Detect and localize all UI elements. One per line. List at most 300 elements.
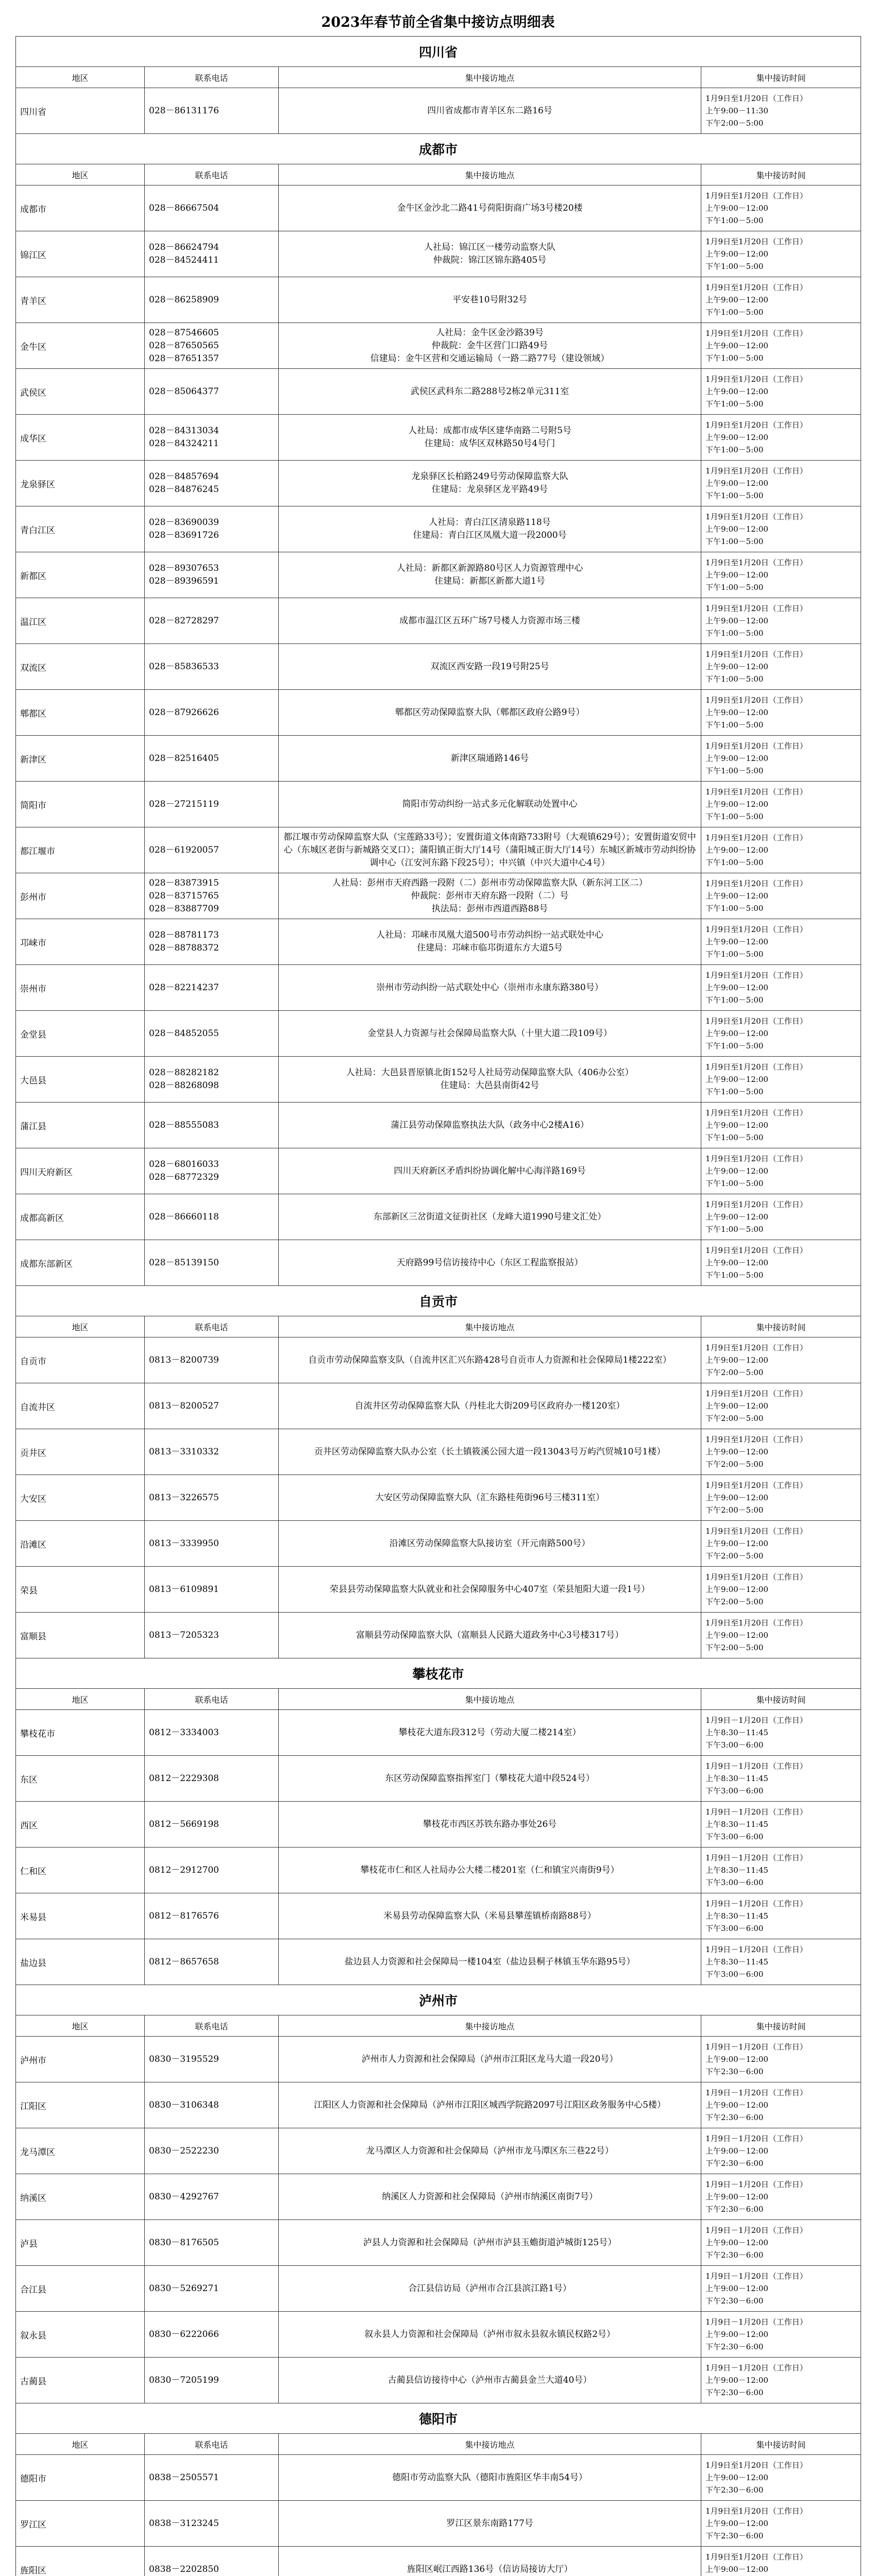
col-header-area: 地区 <box>16 1316 145 1337</box>
phone-number: 0813－8200527 <box>149 1400 219 1411</box>
address-cell <box>279 2082 701 2128</box>
time-line: 1月9日至1月20日（工作日） <box>705 787 807 796</box>
time-line: 1月9日－1月20日（工作日） <box>705 1807 807 1817</box>
table-row <box>16 2358 861 2403</box>
time-cell <box>701 231 861 277</box>
table-row <box>16 1613 861 1658</box>
phone-cell <box>145 277 279 323</box>
area-cell: 仁和区 <box>16 1848 145 1893</box>
time-line: 1月9日至1月20日（工作日） <box>705 2461 807 2470</box>
address-cell <box>279 461 701 506</box>
table-row <box>16 873 861 919</box>
phone-number: 0830－3195529 <box>149 2054 219 2064</box>
time-line: 上午8:30－11:45 <box>705 1957 768 1967</box>
phone-number: 028－88788372 <box>149 943 219 953</box>
area-cell: 西区 <box>16 1802 145 1848</box>
address-line: 荣县县劳动保障监察大队就业和社会保障服务中心407室（荣县旭阳大道一段1号） <box>329 1584 650 1595</box>
address-line: 自贡市劳动保障监察支队（自流井区汇兴东路428号自贡市人力资源和社会保障局1楼222室） <box>308 1354 671 1365</box>
time-cell <box>701 1567 861 1613</box>
time-line: 上午9:00－12:00 <box>705 1075 768 1084</box>
address-cell <box>279 1475 701 1521</box>
time-line: 1月9日至1月20日（工作日） <box>705 2506 807 2516</box>
address-line: 住建局：邛崃市临邛街道东方大道5号 <box>417 943 563 953</box>
section-header-row <box>16 2403 861 2434</box>
phone-cell <box>145 1429 279 1475</box>
address-line: 自流井区劳动保障监察大队（丹桂北大街209号区政府办一楼120室） <box>355 1400 625 1411</box>
phone-number: 028－82516405 <box>149 753 219 764</box>
address-line: 龙泉驿区长柏路249号劳动保障监察大队 <box>411 471 568 482</box>
address-line: 人社局：彭州市天府西路一段附（二）彭州市劳动保障监察大队（新东河工区二） <box>332 877 648 888</box>
time-cell <box>701 552 861 598</box>
address-cell <box>279 2547 701 2576</box>
phone-number: 028－87650565 <box>149 340 219 351</box>
phone-cell <box>145 2128 279 2174</box>
section-title: 四川省 <box>16 37 861 67</box>
time-line: 下午2:30－6:00 <box>705 2342 764 2351</box>
time-line: 上午9:00－12:00 <box>705 2100 768 2110</box>
address-cell <box>279 919 701 965</box>
address-cell <box>279 873 701 919</box>
time-cell <box>701 1893 861 1939</box>
address-cell <box>279 2174 701 2220</box>
address-line: 人社局：锦江区一楼劳动监察大队 <box>424 242 555 252</box>
phone-number: 0830－8176505 <box>149 2237 219 2248</box>
col-header-area: 地区 <box>16 164 145 185</box>
time-line: 1月9日至1月20日（工作日） <box>705 604 807 613</box>
phone-number: 0830－3106348 <box>149 2099 219 2110</box>
address-line: 仲裁院：彭州市天府东路一段附（二）号 <box>411 890 569 901</box>
time-line: 1月9日至1月20日（工作日） <box>705 1389 807 1398</box>
time-line: 下午1:00－5:00 <box>705 995 764 1005</box>
address-line: 沿滩区劳动保障监察大队接访室（开元南路500号） <box>389 1538 591 1549</box>
time-line: 下午1:00－5:00 <box>705 904 764 913</box>
phone-cell <box>145 2220 279 2266</box>
phone-cell <box>145 415 279 461</box>
address-line: 人社局：新都区新源路80号区人力资源管理中心 <box>396 563 583 573</box>
phone-cell <box>145 1521 279 1567</box>
area-cell: 江阳区 <box>16 2082 145 2128</box>
phone-number: 028－84524411 <box>149 255 219 265</box>
time-line: 上午9:00－12:00 <box>705 616 768 625</box>
time-line: 1月9日至1月20日（工作日） <box>705 558 807 567</box>
address-cell <box>279 690 701 736</box>
address-cell <box>279 827 701 873</box>
phone-number: 028－88555083 <box>149 1120 219 1130</box>
address-cell <box>279 1103 701 1148</box>
time-line: 下午2:30－6:00 <box>705 2067 764 2076</box>
time-cell <box>701 2358 861 2403</box>
time-line: 1月9日至1月20日（工作日） <box>705 650 807 659</box>
time-line: 1月9日至1月20日（工作日） <box>705 1435 807 1444</box>
area-cell: 盐边县 <box>16 1939 145 1985</box>
time-line: 上午9:00－12:00 <box>705 1029 768 1038</box>
phone-number: 0813－7205323 <box>149 1630 219 1640</box>
address-line: 住建局：龙泉驿区龙平路49号 <box>431 484 548 495</box>
time-cell <box>701 461 861 506</box>
section-header-row <box>16 1985 861 2015</box>
time-line: 下午2:00－5:00 <box>705 118 764 128</box>
time-cell <box>701 2082 861 2128</box>
phone-number: 028－84852055 <box>149 1028 219 1039</box>
col-header-tel: 联系电话 <box>145 67 279 88</box>
time-line: 上午9:00－12:00 <box>705 1121 768 1130</box>
table-row <box>16 1148 861 1194</box>
section-title: 自贡市 <box>16 1286 861 1316</box>
phone-cell <box>145 965 279 1011</box>
phone-number: 0830－5269271 <box>149 2283 219 2294</box>
time-cell <box>701 1429 861 1475</box>
time-line: 上午9:00－12:00 <box>705 1631 768 1640</box>
area-cell: 青羊区 <box>16 277 145 323</box>
time-line: 1月9日至1月20日（工作日） <box>705 1343 807 1352</box>
address-line: 郫都区劳动保障监察大队（郫都区政府公路9号） <box>395 707 585 718</box>
time-cell <box>701 1383 861 1429</box>
time-line: 上午9:00－12:00 <box>705 2330 768 2339</box>
time-line: 1月9日－1月20日（工作日） <box>705 2134 807 2143</box>
time-line: 下午3:00－6:00 <box>705 1740 764 1750</box>
phone-cell <box>145 88 279 134</box>
address-cell <box>279 782 701 827</box>
time-cell <box>701 1103 861 1148</box>
area-cell: 成都市 <box>16 185 145 231</box>
time-cell <box>701 2266 861 2312</box>
phone-number: 0813－6109891 <box>149 1584 219 1595</box>
time-line: 1月9日至1月20日（工作日） <box>705 1527 807 1536</box>
phone-number: 028－86131176 <box>149 105 219 116</box>
table-row <box>16 1057 861 1103</box>
address-line: 四川省成都市青羊区东二路16号 <box>427 105 552 116</box>
address-line: 人社局：青白江区清泉路118号 <box>429 517 551 528</box>
time-line: 上午9:00－12:00 <box>705 754 768 763</box>
time-line: 1月9日至1月20日（工作日） <box>705 1016 807 1026</box>
time-line: 下午1:00－5:00 <box>705 812 764 821</box>
document-title: 2023年春节前全省集中接访点明细表 <box>321 14 555 30</box>
phone-cell <box>145 2547 279 2576</box>
address-line: 仲裁院：锦江区锦东路405号 <box>433 255 547 265</box>
address-cell <box>279 1194 701 1240</box>
phone-cell <box>145 2358 279 2403</box>
table-row <box>16 1011 861 1057</box>
phone-number: 028－61920057 <box>149 844 219 855</box>
col-header-addr: 集中接访地点 <box>279 2434 701 2455</box>
col-header-tel: 联系电话 <box>145 2434 279 2455</box>
time-cell <box>701 1756 861 1802</box>
area-cell: 武侯区 <box>16 369 145 415</box>
col-header-time: 集中接访时间 <box>701 164 861 185</box>
address-line: 住建局：新都区新都大道1号 <box>434 576 545 586</box>
time-cell <box>701 827 861 873</box>
address-line: 简阳市劳动纠纷一站式多元化解联动处置中心 <box>402 799 578 809</box>
col-header-time: 集中接访时间 <box>701 67 861 88</box>
time-line: 上午9:00－12:00 <box>705 1355 768 1365</box>
address-line: 仲裁院：金牛区营门口路49号 <box>431 340 548 351</box>
address-line: 合江县信访局（泸州市合江县滨江路1号） <box>408 2283 571 2294</box>
time-line: 下午2:00－5:00 <box>705 1505 764 1515</box>
time-line: 1月9日至1月20日（工作日） <box>705 237 807 246</box>
area-cell: 简阳市 <box>16 782 145 827</box>
time-cell <box>701 1939 861 1985</box>
time-cell <box>701 1802 861 1848</box>
time-cell <box>701 1521 861 1567</box>
time-line: 下午2:30－6:00 <box>705 2250 764 2260</box>
address-line: 执法局：彭州市西道西路88号 <box>431 903 548 914</box>
phone-number: 028－83690039 <box>149 517 219 528</box>
address-cell <box>279 2312 701 2358</box>
address-cell <box>279 415 701 461</box>
phone-number: 028－87926626 <box>149 707 219 718</box>
time-cell <box>701 782 861 827</box>
phone-number: 028－86624794 <box>149 242 219 252</box>
time-line: 上午9:00－12:00 <box>705 2192 768 2201</box>
time-line: 上午9:00－12:00 <box>705 295 768 304</box>
address-line: 住建局：成华区双林路50号4号门 <box>424 438 555 449</box>
time-cell <box>701 1057 861 1103</box>
phone-cell <box>145 1194 279 1240</box>
area-cell: 大安区 <box>16 1475 145 1521</box>
time-line: 上午9:00－12:00 <box>705 2519 768 2528</box>
address-line: 人社局：邛崃市凤凰大道500号市劳动纠纷一站式联处中心 <box>376 930 603 940</box>
table-row <box>16 782 861 827</box>
time-cell <box>701 277 861 323</box>
col-header-addr: 集中接访地点 <box>279 2015 701 2037</box>
area-cell: 东区 <box>16 1756 145 1802</box>
phone-cell <box>145 1848 279 1893</box>
address-line: 信建局：金牛区营和交通运输局（一路二路77号（建设领域） <box>370 353 610 364</box>
phone-number: 028－84313034 <box>149 426 219 436</box>
phone-number: 028－86258909 <box>149 294 219 305</box>
phone-cell <box>145 1893 279 1939</box>
address-cell <box>279 1939 701 1985</box>
address-cell <box>279 231 701 277</box>
time-line: 1月9日至1月20日（工作日） <box>705 466 807 476</box>
address-line: 崇州市劳动纠纷一站式联处中心（崇州市永康东路380号） <box>376 982 603 993</box>
table-row <box>16 1103 861 1148</box>
phone-cell <box>145 506 279 552</box>
time-line: 下午1:00－5:00 <box>705 262 764 271</box>
table-row <box>16 2082 861 2128</box>
time-line: 下午3:00－6:00 <box>705 1970 764 1979</box>
time-line: 下午2:00－5:00 <box>705 1460 764 1469</box>
address-line: 攀枝花市西区苏铁东路办事处26号 <box>423 1819 557 1829</box>
phone-number: 0812－3334003 <box>149 1727 219 1738</box>
time-line: 下午1:00－5:00 <box>705 766 764 775</box>
section-header-row <box>16 1286 861 1316</box>
area-cell: 泸州市 <box>16 2037 145 2082</box>
phone-cell <box>145 461 279 506</box>
time-cell <box>701 88 861 134</box>
phone-cell <box>145 369 279 415</box>
time-line: 上午9:00－12:00 <box>705 662 768 671</box>
time-cell <box>701 598 861 644</box>
time-line: 下午2:30－6:00 <box>705 2113 764 2122</box>
phone-cell <box>145 2037 279 2082</box>
time-line: 1月9日至1月20日（工作日） <box>705 696 807 705</box>
area-cell: 成都东部新区 <box>16 1240 145 1286</box>
table-row <box>16 1893 861 1939</box>
phone-cell <box>145 2312 279 2358</box>
time-cell <box>701 1194 861 1240</box>
time-line: 上午8:30－11:45 <box>705 1866 768 1875</box>
phone-cell <box>145 1613 279 1658</box>
time-line: 1月9日－1月20日（工作日） <box>705 1945 807 1954</box>
address-cell <box>279 369 701 415</box>
time-line: 1月9日至1月20日（工作日） <box>705 191 807 200</box>
address-line: 龙马潭区人力资源和社会保障局（泸州市龙马潭区东三巷22号） <box>366 2145 614 2156</box>
time-line: 1月9日至1月20日（工作日） <box>705 1618 807 1628</box>
time-line: 上午9:00－12:00 <box>705 983 768 992</box>
address-line: 泸县人力资源和社会保障局（泸州市泸县玉蟾街道泸城街125号） <box>363 2237 617 2248</box>
address-cell <box>279 1613 701 1658</box>
table-row <box>16 827 861 873</box>
address-cell <box>279 2358 701 2403</box>
table-row <box>16 323 861 369</box>
table-row <box>16 88 861 134</box>
time-line: 1月9日至1月20日（工作日） <box>705 283 807 292</box>
address-line: 德阳市劳动监察大队（德阳市旌阳区华丰南54号） <box>392 2472 587 2483</box>
time-line: 1月9日至1月20日（工作日） <box>705 1108 807 1117</box>
area-cell: 新津区 <box>16 736 145 782</box>
table-row <box>16 2501 861 2547</box>
time-cell <box>701 1240 861 1286</box>
phone-number: 028－86660118 <box>149 1211 219 1222</box>
address-cell <box>279 965 701 1011</box>
time-cell <box>701 1337 861 1383</box>
time-line: 下午1:00－5:00 <box>705 583 764 592</box>
area-cell: 新都区 <box>16 552 145 598</box>
phone-cell <box>145 2082 279 2128</box>
address-cell <box>279 1848 701 1893</box>
time-line: 下午1:00－5:00 <box>705 1041 764 1050</box>
time-line: 上午8:30－11:45 <box>705 1728 768 1737</box>
address-cell <box>279 277 701 323</box>
time-cell <box>701 644 861 690</box>
address-cell <box>279 1240 701 1286</box>
address-line: 米易县劳动保障监察大队（米易县攀莲镇桥南路88号） <box>383 1910 596 1921</box>
time-line: 上午9:00－12:00 <box>705 2565 768 2574</box>
time-line: 下午1:00－5:00 <box>705 674 764 684</box>
time-line: 下午3:00－6:00 <box>705 1832 764 1841</box>
column-header-row <box>16 2015 861 2037</box>
time-line: 下午1:00－5:00 <box>705 1270 764 1280</box>
address-cell <box>279 1521 701 1567</box>
area-cell: 德阳市 <box>16 2455 145 2501</box>
time-line: 下午3:00－6:00 <box>705 1924 764 1933</box>
phone-cell <box>145 1710 279 1756</box>
column-header-row <box>16 164 861 185</box>
table-row <box>16 2220 861 2266</box>
time-line: 上午9:00－12:00 <box>705 387 768 396</box>
address-cell <box>279 2455 701 2501</box>
table-row <box>16 1756 861 1802</box>
phone-number: 028－89307653 <box>149 563 219 573</box>
col-header-area: 地区 <box>16 1689 145 1710</box>
address-cell <box>279 88 701 134</box>
phone-cell <box>145 873 279 919</box>
time-line: 上午9:00－12:00 <box>705 891 768 901</box>
area-cell: 大邑县 <box>16 1057 145 1103</box>
area-cell: 龙泉驿区 <box>16 461 145 506</box>
time-line: 下午2:00－5:00 <box>705 1551 764 1561</box>
table-row <box>16 2455 861 2501</box>
col-header-addr: 集中接访地点 <box>279 164 701 185</box>
phone-cell <box>145 1240 279 1286</box>
phone-number: 0813－3226575 <box>149 1492 219 1503</box>
document <box>15 0 861 2576</box>
table-row <box>16 1710 861 1756</box>
col-header-area: 地区 <box>16 67 145 88</box>
time-line: 下午1:00－5:00 <box>705 629 764 638</box>
table-row <box>16 919 861 965</box>
phone-cell <box>145 552 279 598</box>
time-line: 下午1:00－5:00 <box>705 1225 764 1234</box>
table-row <box>16 1475 861 1521</box>
time-line: 下午1:00－5:00 <box>705 537 764 546</box>
time-line: 上午9:00－12:00 <box>705 249 768 259</box>
area-cell: 合江县 <box>16 2266 145 2312</box>
time-line: 1月9日－1月20日（工作日） <box>705 1853 807 1862</box>
time-cell <box>701 1475 861 1521</box>
col-header-tel: 联系电话 <box>145 1316 279 1337</box>
phone-number: 0838－2202850 <box>149 2564 219 2574</box>
address-cell <box>279 323 701 369</box>
time-line: 上午9:00－12:00 <box>705 845 768 855</box>
phone-number: 028－88282182 <box>149 1067 219 1078</box>
time-cell <box>701 323 861 369</box>
time-line: 下午2:30－6:00 <box>705 2388 764 2397</box>
phone-cell <box>145 690 279 736</box>
address-line: 叙永县人力资源和社会保障局（泸州市叙永县叙永镇民权路2号） <box>364 2329 615 2340</box>
time-line: 1月9日－1月20日（工作日） <box>705 2272 807 2281</box>
column-header-row <box>16 2434 861 2455</box>
address-line: 人社局：成都市成华区建华南路二号附5号 <box>408 426 571 436</box>
col-header-time: 集中接访时间 <box>701 1316 861 1337</box>
time-line: 下午1:00－5:00 <box>705 950 764 959</box>
phone-number: 0838－2505571 <box>149 2472 219 2483</box>
time-cell <box>701 2547 861 2576</box>
area-cell: 泸县 <box>16 2220 145 2266</box>
phone-number: 028－88781173 <box>149 930 219 940</box>
time-cell <box>701 1613 861 1658</box>
area-cell: 米易县 <box>16 1893 145 1939</box>
phone-number: 028－85836533 <box>149 661 219 672</box>
address-cell <box>279 1429 701 1475</box>
phone-cell <box>145 1057 279 1103</box>
phone-cell <box>145 736 279 782</box>
section-title: 攀枝花市 <box>16 1658 861 1689</box>
time-line: 上午9:00－12:00 <box>705 204 768 213</box>
address-line: 江阳区人力资源和社会保障局（泸州市江阳区城西学院路2097号江阳区政务服务中心5楼） <box>313 2099 666 2110</box>
address-cell <box>279 506 701 552</box>
table-row <box>16 506 861 552</box>
table-row <box>16 461 861 506</box>
area-cell: 四川天府新区 <box>16 1148 145 1194</box>
time-cell <box>701 2037 861 2082</box>
address-cell <box>279 1893 701 1939</box>
phone-number: 028－87651357 <box>149 353 219 364</box>
time-line: 1月9日－1月20日（工作日） <box>705 2088 807 2097</box>
phone-number: 028－83691726 <box>149 530 219 540</box>
phone-number: 028－84857694 <box>149 471 219 482</box>
table-row <box>16 2547 861 2576</box>
address-line: 金牛区金沙北二路41号荷阳街商广场3号楼20楼 <box>397 202 583 213</box>
table-body <box>16 37 861 2576</box>
phone-number: 0813－8200739 <box>149 1354 219 1365</box>
phone-cell <box>145 231 279 277</box>
visit-points-table <box>15 36 861 2576</box>
area-cell: 蒲江县 <box>16 1103 145 1148</box>
phone-number: 0812－8176576 <box>149 1910 219 1921</box>
address-cell <box>279 1802 701 1848</box>
